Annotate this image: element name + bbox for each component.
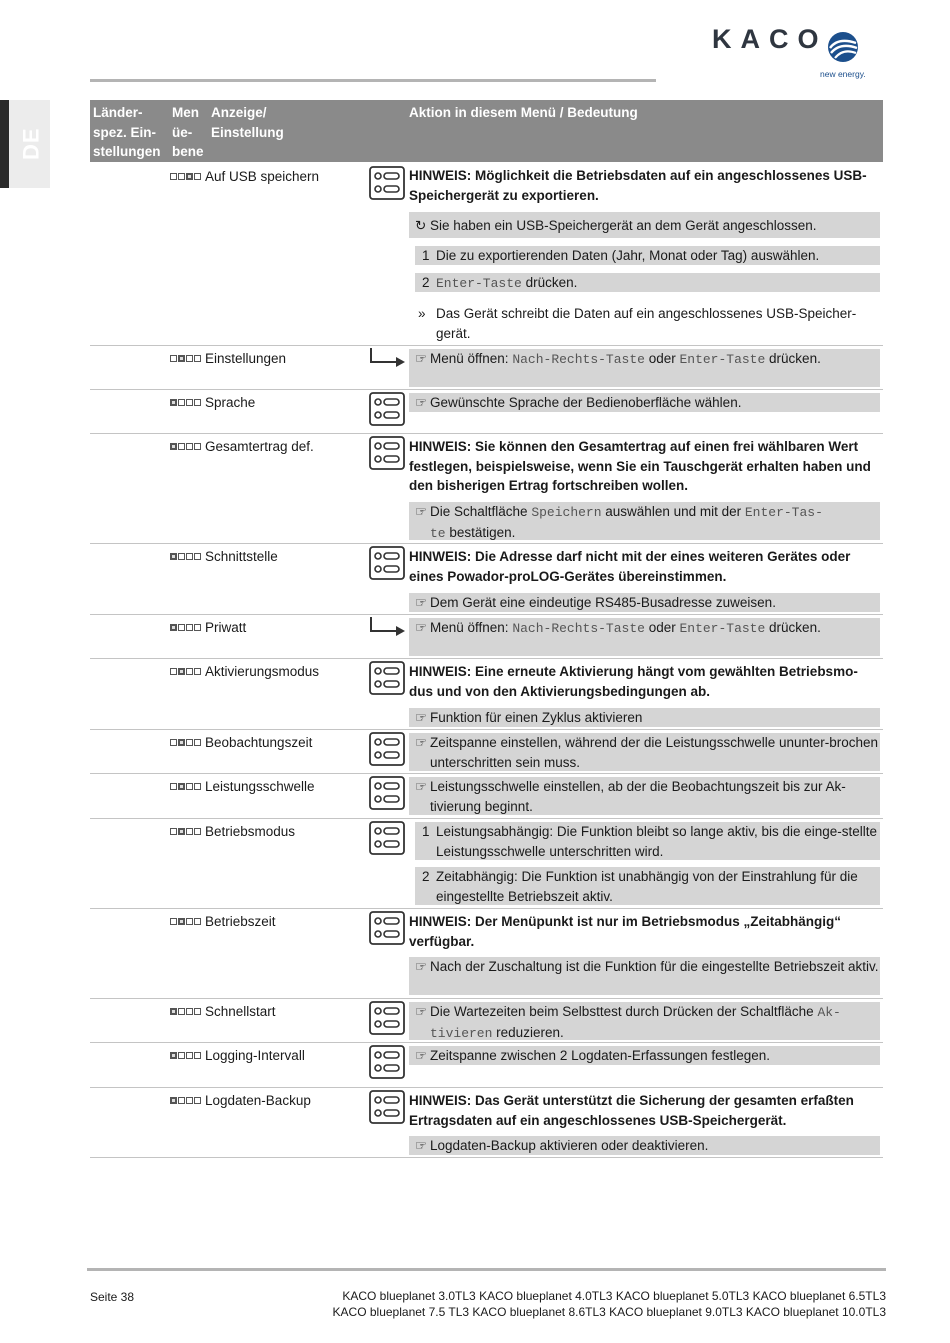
footer-model-list: KACO blueplanet 3.0TL3 KACO blueplanet 4.0TL3 KACO blueplanet 5.0TL3 KACO blueplanet 6.5TL3 KACO blueplanet 7.5 TL3 KACO blueplanet 8.6TL3 KACO blueplanet 9.0TL3 KACO blueplanet 10.0TL3 [332,1289,886,1319]
action-text: Die Schaltfläche [430,504,532,519]
result-text: Das Gerät schreibt die Daten auf ein angeschlossenes USB-Speicher-gerät. [436,306,857,341]
menu-level-icon [170,553,201,560]
menu-label: Logging-Intervall [205,1048,305,1063]
menu-row-schnittstelle [170,547,278,567]
action-box [409,733,880,771]
keypad-icon [369,661,405,695]
kaco-logo-icon [826,31,860,63]
hand-pointer-icon: ☞ [415,959,428,974]
keypad-icon [369,821,405,855]
action-box [409,957,880,995]
menu-level-icon [170,355,201,362]
option-text: Leistungsabhängig: Die Funktion bleibt so lange aktiv, bis die einge-stellte Leistungsschwelle unterschritten wird. [436,824,878,859]
precondition-icon: ↻ [415,218,427,233]
keypad-icon [369,732,405,766]
row-divider [90,1087,883,1088]
action-box [409,708,880,727]
note-text: HINWEIS: Die Adresse darf nicht mit der eines weiteren Gerätes oder eines Powador-proLOG-Gerätes übereinstimmen. [409,549,851,584]
hand-pointer-icon: ☞ [415,779,428,794]
hand-pointer-icon: ☞ [415,595,428,610]
key-label: Enter-Taste [679,621,766,636]
key-label: Speichern [531,505,602,520]
menu-label: Schnellstart [205,1004,276,1019]
menu-level-icon [170,739,201,746]
column-header-display: Anzeige/ Einstellung [211,105,284,140]
menu-label: Auf USB speichern [205,169,320,184]
note-text: HINWEIS: Das Gerät unterstützt die Sicherung der gesamten erfaßten Ertragsdaten auf ein angeschlossenes USB-Speichergerät. [409,1093,854,1128]
action-text: Leistungsschwelle einstellen, ab der die Beobachtungszeit bis zur Ak-tivierung beginnt. [430,779,846,814]
menu-level-icon [170,828,201,835]
key-label: tivieren [430,1025,493,1041]
action-text: auswählen und mit der [601,504,745,519]
keypad-icon [369,776,405,810]
row-divider [90,1157,883,1158]
row-divider [90,614,883,615]
action-text: Zeitspanne zwischen 2 Logdaten-Erfassungen festlegen. [430,1048,770,1063]
column-header-action: Aktion in diesem Menü / Bedeutung [409,105,638,120]
row-divider [90,998,883,999]
row-divider [90,543,883,544]
action-box [409,1046,880,1065]
keypad-icon [369,1045,405,1079]
menu-label: Schnittstelle [205,549,278,564]
action-text: Zeitspanne einstellen, während der die Leistungsschwelle ununter-brochen unterschritten sein muss. [430,735,879,770]
precondition-text: Sie haben ein USB-Speichergerät an dem Gerät angeschlossen. [430,218,817,233]
menu-row-betriebsmodus [170,822,295,842]
hand-pointer-icon: ☞ [415,1004,428,1019]
option-1 [415,822,880,860]
step-2 [415,273,880,292]
note-text: HINWEIS: Der Menüpunkt ist nur im Betriebsmodus „Zeitabhängig“ verfügbar. [409,914,842,949]
key-label: Enter-Taste [436,276,522,291]
row-divider [90,729,883,730]
page-number: Seite 38 [90,1290,135,1304]
row-divider [90,818,883,819]
menu-row-logdaten-backup [170,1091,311,1111]
menu-label: Betriebszeit [205,914,276,929]
menu-level-icon [170,624,201,631]
hand-pointer-icon: ☞ [415,504,428,519]
row-divider [90,389,883,390]
action-text: Menü öffnen: [430,351,513,366]
option-text: Zeitabhängig: Die Funktion ist unabhängig von der Einstrahlung für die eingestellte Betriebszeit aktiv. [436,869,858,904]
menu-row-beobachtungszeit [170,733,312,753]
menu-row-leistungsschwelle [170,777,315,797]
action-box [409,593,880,612]
action-text: reduzieren. [492,1024,564,1040]
menu-row-sprache [170,393,255,413]
language-side-tab-label: DE [18,127,44,161]
column-header-country: Länder- spez. Ein- stellungen [93,105,161,159]
step-number: 1 [422,248,430,263]
hand-pointer-icon: ☞ [415,1138,428,1153]
note-text: HINWEIS: Möglichkeit die Betriebsdaten auf ein angeschlossenes USB-Speichergerät zu exportieren. [409,168,867,203]
keypad-icon [369,166,405,200]
precondition-box [409,212,880,238]
action-text: drücken. [765,620,821,635]
row-divider [90,658,883,659]
menu-level-icon [170,918,201,925]
action-text: Die Wartezeiten beim Selbsttest durch Drücken der Schaltfläche [430,1004,818,1019]
footer-divider [87,1268,886,1271]
row-divider [90,908,883,909]
note-text: HINWEIS: Eine erneute Aktivierung hängt vom gewählten Betriebsmo-dus und von den Aktivierungsbedingungen ab. [409,664,858,699]
action-box [409,1002,880,1040]
key-label: Nach-Rechts-Taste [512,352,645,367]
menu-level-icon [170,173,201,180]
option-2 [415,867,880,905]
keypad-icon [369,911,405,945]
key-label: Nach-Rechts-Taste [512,621,645,636]
action-box [409,618,880,656]
option-number: 1 [422,824,430,839]
arrow-right-icon [368,616,406,638]
keypad-icon [369,1001,405,1035]
step-number: 2 [422,275,430,290]
menu-label: Sprache [205,395,256,410]
brand-tagline: new energy. [820,69,866,79]
menu-row-auf-usb-speichern [170,167,319,187]
menu-level-icon [170,668,201,675]
menu-row-schnellstart [170,1002,276,1022]
action-box [409,349,880,387]
action-text: Nach der Zuschaltung ist die Funktion für die eingestellte Betriebszeit aktiv. [430,959,879,974]
menu-label: Einstellungen [205,351,287,366]
action-text: oder [644,620,680,635]
action-text: drücken. [765,351,821,366]
menu-row-aktivierungsmodus [170,662,319,682]
key-label: Enter-Tas- [744,505,823,520]
key-label: Ak- [817,1005,841,1020]
row-divider [90,773,883,774]
action-text: Menü öffnen: [430,620,513,635]
step-1 [415,246,880,265]
step-text: Die zu exportierenden Daten (Jahr, Monat oder Tag) auswählen. [436,248,820,263]
action-text: bestätigen. [445,524,516,540]
keypad-icon [369,436,405,470]
menu-level-icon [170,1052,201,1059]
menu-label: Beobachtungszeit [205,735,313,750]
hand-pointer-icon: ☞ [415,1048,428,1063]
key-label: Enter-Taste [679,352,766,367]
menu-level-icon [170,1008,201,1015]
step-text: drücken. [521,275,578,290]
hand-pointer-icon: ☞ [415,395,428,410]
hand-pointer-icon: ☞ [415,710,428,725]
action-box [409,502,880,540]
row-divider [90,433,883,434]
menu-level-icon [170,443,201,450]
action-box [409,777,880,815]
menu-label: Gesamtertrag def. [205,439,314,454]
menu-row-betriebszeit [170,912,276,932]
menu-label: Aktivierungsmodus [205,664,320,679]
action-box [409,393,880,412]
result-line [409,304,880,343]
keypad-icon [369,392,405,426]
menu-row-einstellungen [170,349,286,369]
keypad-icon [369,546,405,580]
menu-row-priwatt [170,618,246,638]
top-divider [90,79,656,82]
menu-label: Priwatt [205,620,247,635]
menu-label: Leistungsschwelle [205,779,315,794]
result-icon: » [418,306,426,321]
menu-level-icon [170,1097,201,1104]
action-text: Logdaten-Backup aktivieren oder deaktivieren. [430,1138,709,1153]
row-divider [90,345,883,346]
action-text: Gewünschte Sprache der Bedienoberfläche wählen. [430,395,742,410]
menu-level-icon [170,783,201,790]
brand-logo-text: KACO [712,24,828,54]
menu-row-logging-intervall [170,1046,305,1066]
hand-pointer-icon: ☞ [415,351,428,366]
action-box [409,1136,880,1155]
column-header-menu-level: Men üe- bene [172,105,204,159]
note-text: HINWEIS: Sie können den Gesamtertrag auf einen frei wählbaren Wert festlegen, beispielsweise, wenn Sie ein Tauschgerät erhalten haben und den bisherigen Ertrag fortschreiben wollen. [409,439,871,493]
table-header [90,100,883,162]
keypad-icon [369,1090,405,1124]
key-label: te [430,525,446,541]
hand-pointer-icon: ☞ [415,735,428,750]
action-text: Dem Gerät eine eindeutige RS485-Busadresse zuweisen. [430,595,776,610]
action-text: oder [644,351,680,366]
arrow-right-icon [368,347,406,369]
row-divider [90,1042,883,1043]
action-text: Funktion für einen Zyklus aktivieren [430,710,643,725]
menu-label: Logdaten-Backup [205,1093,311,1108]
menu-row-gesamtertrag [170,437,314,457]
menu-label: Betriebsmodus [205,824,296,839]
menu-level-icon [170,399,201,406]
option-number: 2 [422,869,430,884]
hand-pointer-icon: ☞ [415,620,428,635]
